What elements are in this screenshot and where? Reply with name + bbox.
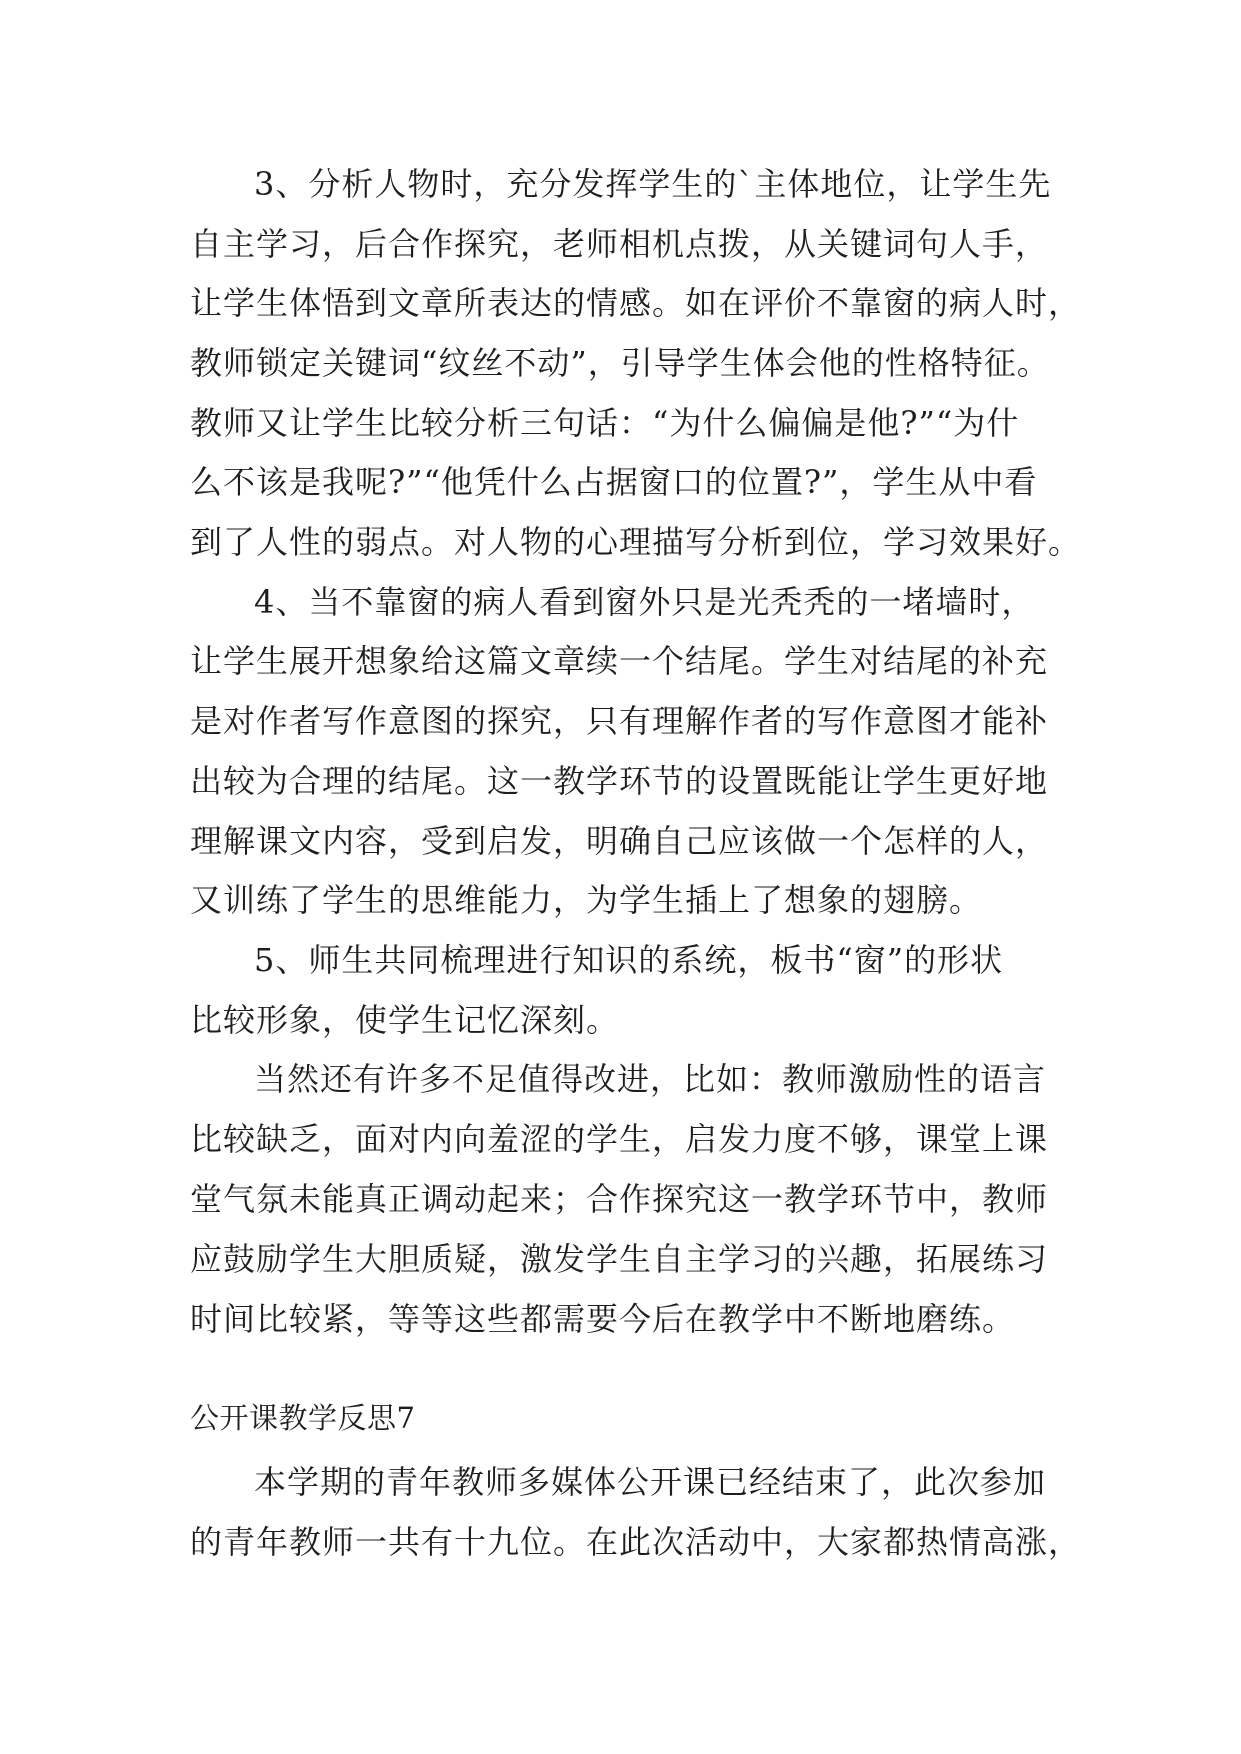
paragraph-2-line-1: 4、当不靠窗的病人看到窗外只是光秃秃的一堵墙时，: [254, 583, 1035, 621]
paragraph-1-line-3: 让学生体悟到文章所表达的情感。如在评价不靠窗的病人时，: [190, 284, 1082, 322]
paragraph-4-line-5: 时间比较紧，等等这些都需要今后在教学中不断地磨练。: [190, 1300, 1016, 1338]
paragraph-1-line-6: 么不该是我呢?”“他凭什么占据窗口的位置?”，学生从中看: [190, 463, 1038, 501]
paragraph-1-line-5: 教师又让学生比较分析三句话：“为什么偏偏是他?”“为什: [190, 404, 1020, 442]
paragraph-4-line-2: 比较缺乏，面对内向羞涩的学生，启发力度不够，课堂上课: [190, 1120, 1049, 1158]
paragraph-1-line-2: 自主学习，后合作探究，老师相机点拨，从关键词句人手，: [190, 225, 1049, 263]
paragraph-2-line-2: 让学生展开想象给这篇文章续一个结尾。学生对结尾的补充: [190, 642, 1049, 680]
paragraph-3-line-1: 5、师生共同梳理进行知识的系统，板书“窗”的形状: [254, 941, 1004, 979]
final-paragraph-line-1: 本学期的青年教师多媒体公开课已经结束了，此次参加: [254, 1463, 1047, 1501]
paragraph-2-line-6: 又训练了学生的思维能力，为学生插上了想象的翅膀。: [190, 881, 983, 919]
paragraph-4-line-4: 应鼓励学生大胆质疑，激发学生自主学习的兴趣，拓展练习: [190, 1240, 1049, 1278]
paragraph-2-line-3: 是对作者写作意图的探究，只有理解作者的写作意图才能补: [190, 702, 1049, 740]
paragraph-2-line-5: 理解课文内容，受到启发，明确自己应该做一个怎样的人，: [190, 822, 1049, 860]
paragraph-1-line-4: 教师锁定关键词“纹丝不动”，引导学生体会他的性格特征。: [190, 344, 1050, 382]
paragraph-1-line-1: 3、分析人物时，充分发挥学生的`主体地位，让学生先: [254, 165, 1052, 203]
paragraph-3-line-2: 比较形象，使学生记忆深刻。: [190, 1001, 620, 1039]
paragraph-4-line-1: 当然还有许多不足值得改进，比如：教师激励性的语言: [254, 1060, 1047, 1098]
paragraph-4-line-3: 堂气氛未能真正调动起来；合作探究这一教学环节中，教师: [190, 1180, 1049, 1218]
paragraph-1-line-7: 到了人性的弱点。对人物的心理描写分析到位，学习效果好。: [190, 523, 1082, 561]
final-paragraph-line-2: 的青年教师一共有十九位。在此次活动中，大家都热情高涨，: [190, 1523, 1082, 1561]
paragraph-2-line-4: 出较为合理的结尾。这一教学环节的设置既能让学生更好地: [190, 762, 1049, 800]
section-heading: 公开课教学反思7: [190, 1401, 416, 1435]
